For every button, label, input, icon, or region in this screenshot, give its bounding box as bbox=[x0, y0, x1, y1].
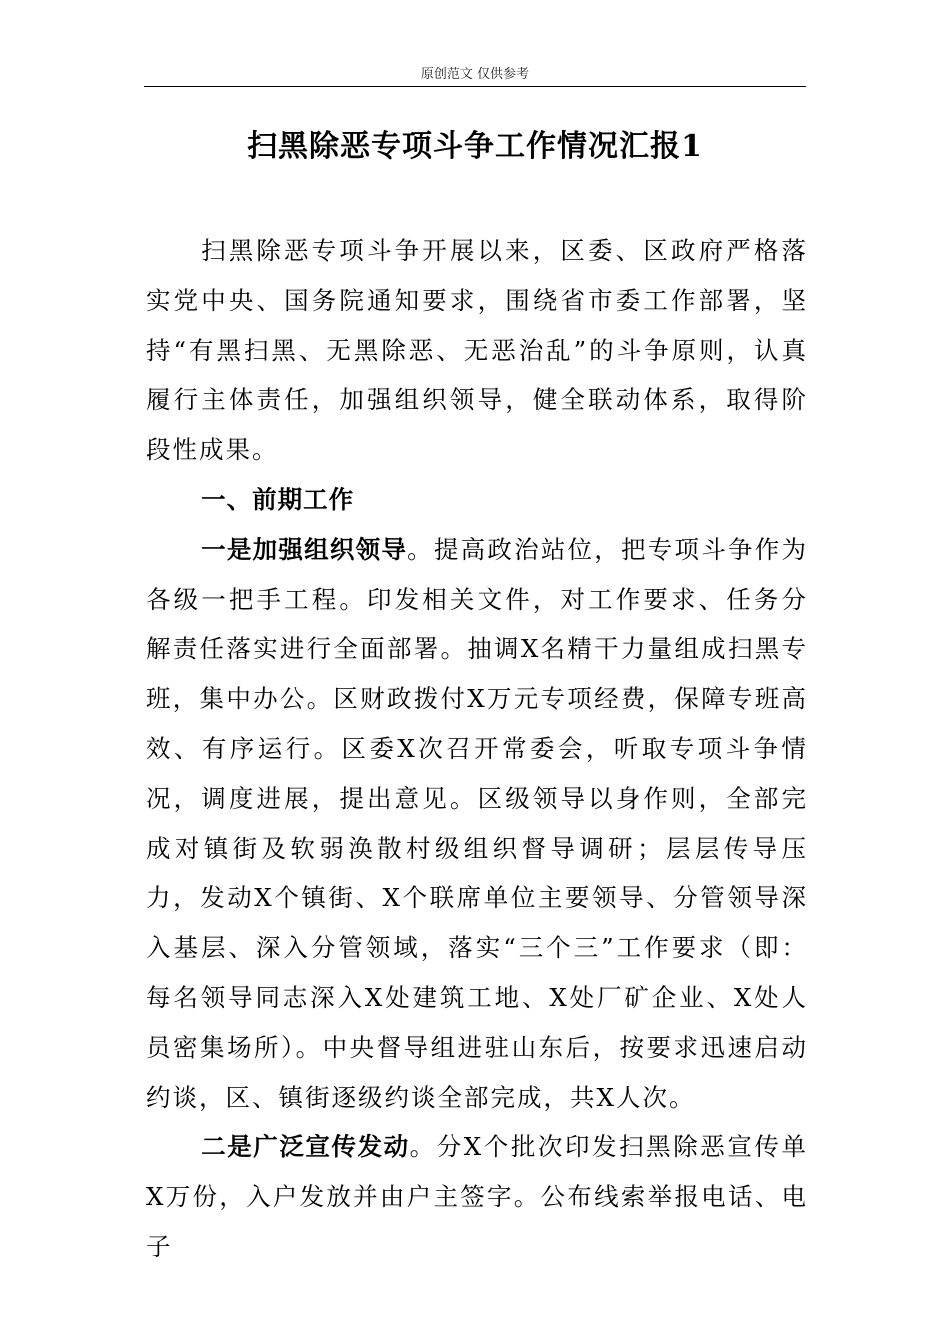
header-divider bbox=[144, 86, 806, 87]
document-body bbox=[146, 226, 808, 1272]
paragraph-item-2 bbox=[146, 1122, 808, 1271]
page-header: 原创范文 仅供参考 bbox=[420, 67, 530, 82]
paragraph-item-1 bbox=[146, 525, 808, 1123]
item-2-text: 。分X个批次印发扫黑除恶宣传单X万份，入户发放并由户主签字。公布线索举报电话、电子 bbox=[146, 1132, 809, 1261]
intro-paragraph: 扫黑除恶专项斗争开展以来，区委、区政府严格落实党中央、国务院通知要求，围绕省市委工作部署，坚持“有黑扫黑、无黑除恶、无恶治乱”的斗争原则，认真履行主体责任，加强组织领导，健全联动体系，取得阶段性成果。 bbox=[146, 236, 808, 465]
item-1-lead: 一是加强组织领导 bbox=[201, 534, 408, 564]
document-title: 扫黑除恶专项斗争工作情况汇报1 bbox=[247, 129, 703, 164]
section-heading: 一、前期工作 bbox=[201, 484, 355, 514]
item-2-lead: 二是广泛宣传发动 bbox=[201, 1132, 410, 1162]
item-1-text: 。提高政治站位，把专项斗争作为各级一把手工程。印发相关文件，对工作要求、任务分解责任落实进行全面部署。抽调X名精干力量组成扫黑专班，集中办公。区财政拨付X万元专项经费，保障专班高效、有序运行。区委X次召开常委会，听取专项斗争情况，调度进展，提出意见。区级领导以身作则，全部完成对镇街及软弱涣散村级组织督导调研；层层传导压力，发动X个镇街、X个联席单位主要领导、分管领导深入基层、深入分管领域，落实“三个三”工作要求（即：每名领导同志深入X处建筑工地、X处厂矿企业、X处人员密集场所）。中央督导组进驻山东后，按要求迅速启动约谈，区、镇街逐级约谈全部完成，共X人次。 bbox=[146, 534, 809, 1112]
